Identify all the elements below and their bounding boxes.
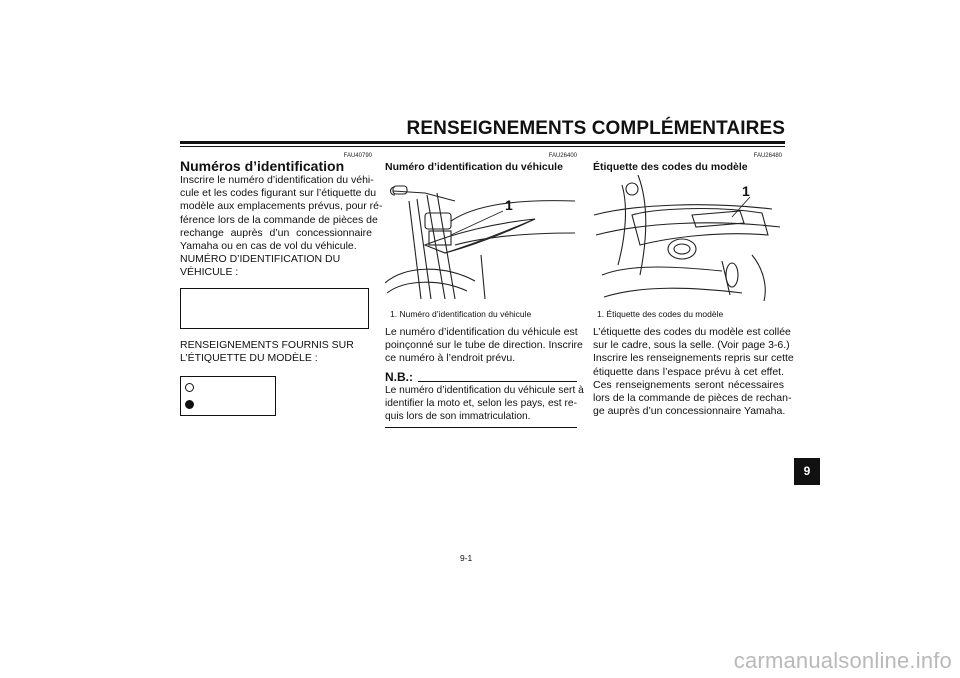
nb-label: N.B.:: [385, 370, 413, 384]
motorcycle-front-icon: [385, 175, 577, 303]
nb-rule-top: [418, 381, 577, 382]
vin-label: NUMÉRO D’IDENTIFICATION DU: [180, 253, 341, 266]
vin-entry-box: [180, 288, 369, 329]
header-rule: [180, 141, 785, 144]
section-title: Numéro d’identification du véhicule: [385, 161, 563, 173]
model-label-illustration: [592, 175, 784, 303]
open-circle-icon: [185, 383, 194, 392]
section-code: FAU26400: [548, 153, 577, 159]
header-rule-thin: [180, 146, 785, 147]
chapter-tab[interactable]: 9: [794, 458, 820, 485]
section-paragraph: Inscrire le numéro d’identification du véhi- cule et les codes figurant sur l’étiquette du modèle aux emplacements prévus, pour ré- férence lors de la commande de pièces de rechange auprès d’un concessionnaire Yamaha ou en cas de vol du véhicule. NUMÉRO D’IDENTIFICATION DU VÉHICULE :: [180, 174, 383, 279]
nb-text: Le numéro d’identification du véhicule sert à identifier la moto et, selon les pays, est re- quis lors de son immatriculation.: [385, 385, 584, 423]
section-code: FAU40790: [343, 153, 372, 159]
filled-circle-icon: [185, 400, 194, 409]
frame-under-seat-icon: [592, 175, 784, 303]
section-title: Étiquette des codes du modèle: [593, 161, 748, 173]
figure-caption: 1. Numéro d’identification du véhicule: [390, 309, 532, 319]
model-code-entry-box: [180, 376, 276, 416]
page-number: 9-1: [460, 553, 473, 563]
watermark: carmanualsonline.info: [733, 648, 952, 673]
callout-number: 1: [742, 183, 750, 199]
section-paragraph: L’étiquette des codes du modèle est collée sur le cadre, sous la selle. (Voir page 3-6.) Inscrire les renseignements repris sur cette étiquette dans l’espace prévu à cet effet. Ces renseignements seront nécessaires lors de la commande de pièces de rechan- ge auprès d’un concessionnaire Yamaha.: [593, 326, 794, 418]
callout-number: 1: [505, 197, 513, 213]
page-header-title: RENSEIGNEMENTS COMPLÉMENTAIRES: [406, 118, 785, 139]
section-code: FAU26480: [753, 153, 782, 159]
steering-tube-illustration: [385, 175, 577, 303]
section-paragraph: Le numéro d’identification du véhicule est poinçonné sur le tube de direction. Inscrire ce numéro à l’endroit prévu.: [385, 326, 583, 365]
nb-rule-bottom: [385, 427, 577, 428]
model-label-text: RENSEIGNEMENTS FOURNIS SUR L’ÉTIQUETTE DU MODÈLE :: [180, 339, 354, 365]
section-title: Numéros d’identification: [180, 158, 345, 174]
figure-caption: 1. Étiquette des codes du modèle: [597, 309, 724, 319]
